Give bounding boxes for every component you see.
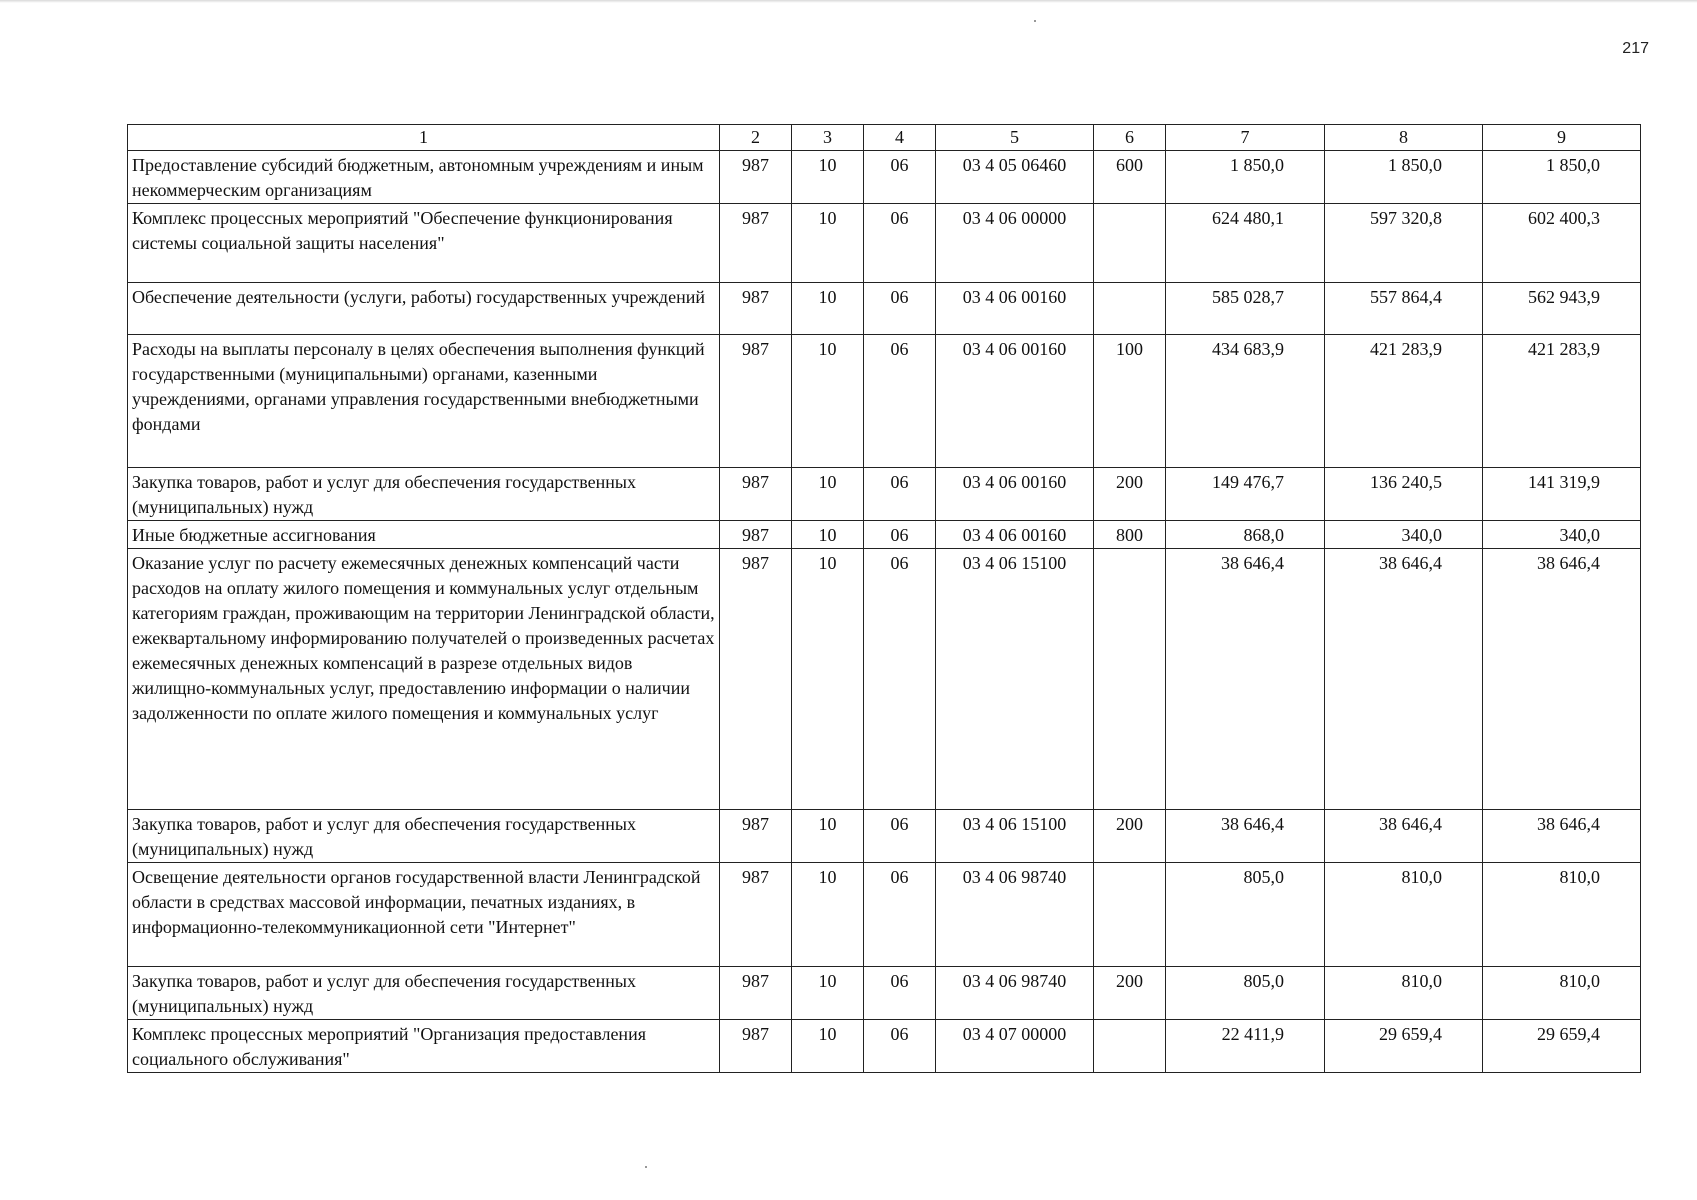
target-code: 03 4 06 98740 <box>936 863 1094 967</box>
target-code: 03 4 06 00160 <box>936 468 1094 521</box>
amount-col-7: 868,0 <box>1166 521 1325 549</box>
table-row <box>128 810 1641 863</box>
amount-col-8: 1 850,0 <box>1325 151 1483 204</box>
amount-col-9: 810,0 <box>1483 967 1641 1020</box>
amount-col-9: 421 283,9 <box>1483 335 1641 468</box>
target-code: 03 4 06 15100 <box>936 810 1094 863</box>
amount-col-7: 38 646,4 <box>1166 810 1325 863</box>
page-number: 217 <box>1622 40 1649 57</box>
section-code: 10 <box>792 204 864 283</box>
amount-col-7: 22 411,9 <box>1166 1020 1325 1073</box>
subsection-code: 06 <box>864 204 936 283</box>
section-code: 10 <box>792 151 864 204</box>
table-row <box>128 204 1641 283</box>
ministry-code: 987 <box>720 521 792 549</box>
section-code: 10 <box>792 1020 864 1073</box>
column-header: 8 <box>1325 125 1483 151</box>
target-code: 03 4 06 00160 <box>936 335 1094 468</box>
ministry-code: 987 <box>720 151 792 204</box>
column-header: 4 <box>864 125 936 151</box>
target-code: 03 4 06 00000 <box>936 204 1094 283</box>
table-row <box>128 549 1641 810</box>
subsection-code: 06 <box>864 1020 936 1073</box>
subsection-code: 06 <box>864 151 936 204</box>
row-name: Освещение деятельности органов государственной власти Ленинградской области в средствах массовой информации, печатных изданиях, в информационно-телекоммуникационной сети "Интернет" <box>128 863 720 967</box>
column-header: 3 <box>792 125 864 151</box>
ministry-code: 987 <box>720 549 792 810</box>
table-row <box>128 283 1641 335</box>
table-row <box>128 151 1641 204</box>
section-code: 10 <box>792 810 864 863</box>
scan-edge <box>0 0 1697 3</box>
scan-speck <box>1034 20 1036 22</box>
amount-col-9: 38 646,4 <box>1483 549 1641 810</box>
amount-col-8: 340,0 <box>1325 521 1483 549</box>
section-code: 10 <box>792 863 864 967</box>
section-code: 10 <box>792 967 864 1020</box>
budget-table <box>127 124 1641 1073</box>
amount-col-9: 1 850,0 <box>1483 151 1641 204</box>
expense-type-code <box>1094 863 1166 967</box>
subsection-code: 06 <box>864 283 936 335</box>
target-code: 03 4 06 98740 <box>936 967 1094 1020</box>
column-header: 2 <box>720 125 792 151</box>
amount-col-8: 136 240,5 <box>1325 468 1483 521</box>
amount-col-7: 585 028,7 <box>1166 283 1325 335</box>
row-name: Оказание услуг по расчету ежемесячных денежных компенсаций части расходов на оплату жилого помещения и коммунальных услуг отдельным категориям граждан, проживающим на территории Ленинградской области, ежеквартальному информированию получателей о произведенных расчетах ежемесячных денежных компенсаций в разрезе отдельных видов жилищно-коммунальных услуг, предоставлению информации о наличии задолженности по оплате жилого помещения и коммунальных услуг <box>128 549 720 810</box>
expense-type-code <box>1094 204 1166 283</box>
amount-col-8: 810,0 <box>1325 863 1483 967</box>
table-row <box>128 1020 1641 1073</box>
row-name: Предоставление субсидий бюджетным, автономным учреждениям и иным некоммерческим организациям <box>128 151 720 204</box>
ministry-code: 987 <box>720 863 792 967</box>
row-name: Расходы на выплаты персоналу в целях обеспечения выполнения функций государственными (муниципальными) органами, казенными учреждениями, органами управления государственными внебюджетными фондами <box>128 335 720 468</box>
expense-type-code <box>1094 549 1166 810</box>
column-header: 6 <box>1094 125 1166 151</box>
expense-type-code: 200 <box>1094 810 1166 863</box>
amount-col-8: 421 283,9 <box>1325 335 1483 468</box>
row-name: Обеспечение деятельности (услуги, работы) государственных учреждений <box>128 283 720 335</box>
amount-col-8: 38 646,4 <box>1325 810 1483 863</box>
amount-col-9: 602 400,3 <box>1483 204 1641 283</box>
expense-type-code: 200 <box>1094 967 1166 1020</box>
target-code: 03 4 07 00000 <box>936 1020 1094 1073</box>
section-code: 10 <box>792 335 864 468</box>
amount-col-9: 810,0 <box>1483 863 1641 967</box>
row-name: Закупка товаров, работ и услуг для обеспечения государственных (муниципальных) нужд <box>128 468 720 521</box>
column-header: 9 <box>1483 125 1641 151</box>
expense-type-code <box>1094 1020 1166 1073</box>
amount-col-7: 434 683,9 <box>1166 335 1325 468</box>
table-row <box>128 967 1641 1020</box>
section-code: 10 <box>792 549 864 810</box>
amount-col-9: 38 646,4 <box>1483 810 1641 863</box>
expense-type-code: 200 <box>1094 468 1166 521</box>
subsection-code: 06 <box>864 468 936 521</box>
row-name: Закупка товаров, работ и услуг для обеспечения государственных (муниципальных) нужд <box>128 967 720 1020</box>
amount-col-9: 29 659,4 <box>1483 1020 1641 1073</box>
amount-col-7: 805,0 <box>1166 967 1325 1020</box>
amount-col-8: 597 320,8 <box>1325 204 1483 283</box>
amount-col-9: 562 943,9 <box>1483 283 1641 335</box>
amount-col-8: 38 646,4 <box>1325 549 1483 810</box>
target-code: 03 4 06 00160 <box>936 283 1094 335</box>
expense-type-code: 800 <box>1094 521 1166 549</box>
ministry-code: 987 <box>720 283 792 335</box>
table-row <box>128 468 1641 521</box>
column-header: 7 <box>1166 125 1325 151</box>
expense-type-code: 100 <box>1094 335 1166 468</box>
amount-col-7: 149 476,7 <box>1166 468 1325 521</box>
ministry-code: 987 <box>720 335 792 468</box>
amount-col-9: 141 319,9 <box>1483 468 1641 521</box>
target-code: 03 4 05 06460 <box>936 151 1094 204</box>
ministry-code: 987 <box>720 810 792 863</box>
amount-col-7: 38 646,4 <box>1166 549 1325 810</box>
subsection-code: 06 <box>864 967 936 1020</box>
amount-col-8: 557 864,4 <box>1325 283 1483 335</box>
expense-type-code: 600 <box>1094 151 1166 204</box>
section-code: 10 <box>792 283 864 335</box>
subsection-code: 06 <box>864 335 936 468</box>
amount-col-9: 340,0 <box>1483 521 1641 549</box>
ministry-code: 987 <box>720 1020 792 1073</box>
amount-col-7: 624 480,1 <box>1166 204 1325 283</box>
row-name: Закупка товаров, работ и услуг для обеспечения государственных (муниципальных) нужд <box>128 810 720 863</box>
column-header: 1 <box>128 125 720 151</box>
expense-type-code <box>1094 283 1166 335</box>
scan-speck <box>645 1166 647 1168</box>
target-code: 03 4 06 00160 <box>936 521 1094 549</box>
row-name: Комплекс процессных мероприятий "Обеспечение функционирования системы социальной защиты населения" <box>128 204 720 283</box>
amount-col-7: 805,0 <box>1166 863 1325 967</box>
subsection-code: 06 <box>864 549 936 810</box>
row-name: Иные бюджетные ассигнования <box>128 521 720 549</box>
table-row <box>128 335 1641 468</box>
section-code: 10 <box>792 521 864 549</box>
column-header: 5 <box>936 125 1094 151</box>
amount-col-8: 810,0 <box>1325 967 1483 1020</box>
subsection-code: 06 <box>864 810 936 863</box>
row-name: Комплекс процессных мероприятий "Организация предоставления социального обслуживания" <box>128 1020 720 1073</box>
table-row <box>128 521 1641 549</box>
table-row <box>128 863 1641 967</box>
ministry-code: 987 <box>720 967 792 1020</box>
ministry-code: 987 <box>720 468 792 521</box>
subsection-code: 06 <box>864 521 936 549</box>
section-code: 10 <box>792 468 864 521</box>
subsection-code: 06 <box>864 863 936 967</box>
target-code: 03 4 06 15100 <box>936 549 1094 810</box>
ministry-code: 987 <box>720 204 792 283</box>
amount-col-7: 1 850,0 <box>1166 151 1325 204</box>
table-header-row <box>128 125 1641 151</box>
amount-col-8: 29 659,4 <box>1325 1020 1483 1073</box>
